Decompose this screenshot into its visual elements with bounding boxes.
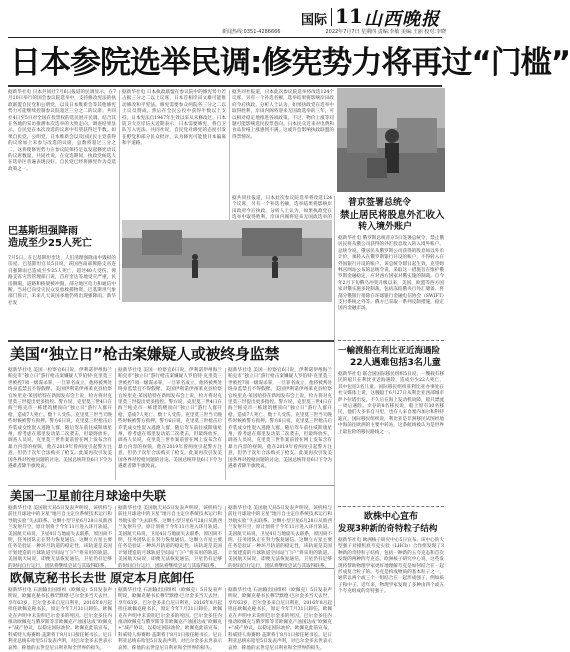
column-divider xyxy=(115,506,116,564)
paper-logo: 山西晚报 xyxy=(364,9,440,30)
lead-headline: 日本参院选举民调:修宪势力将再过“门槛” xyxy=(10,45,570,81)
lead-body-col-4: 据共同社报道，日本此次参议院选举将改选124个议席，另有一个补选名额，选举结果将影响岸田政府今后执政。分析人士认为，如果执政党在选举中取得胜利，岸田内阁将迎来无国政选举的 xyxy=(232,196,332,221)
column-divider xyxy=(225,588,226,636)
opec-body-2: 据新华社电 石油输出国组织（欧佩克）5日发表声明说，欧佩克秘书长穆罕默德·巴尔金多当天去世，享年63岁。巴尔金多来自尼日利亚，2016年8月起担任欧佩克秘书长，原定今年7月31日卸任。欧佩克在声明中未说明巴尔金多的死因。巴尔金多任内推动欧佩克与俄罗斯等非欧佩克产油国达成“欧佩克+”减产协议，以稳定国际油价。欧佩克此前宣布，科威特人海赛姆·盖斯将于8月1日接任秘书长。尼日利亚总统布哈里5日发表声明，对巴尔金多去世表示哀悼，称他的去世是尼日利亚和全世界的损失。 xyxy=(118,588,222,651)
putin-body: 据新华社电 俄罗斯总统普京5日签署总统令，禁止俄居民将从俄公司获得的外汇股息收入转入境外账户。总统令说，俄居民从俄罗斯公司获得的股息如以外币计价，须转入在俄罗斯银行开设的账户，不得转入在外国银行开设的账户。该总统令即日起生效。克里姆林宫网站公布的总统令说，采取这一措施旨在维护俄罗斯金融稳定，应对西方国家对俄实施的制裁。自今年2月下旬俄乌冲突升级以来，美国、欧盟等西方国家对俄实施多轮制裁，包括冻结俄央行外汇储备、将部分俄银行排除在环球银行金融电信协会（SWIFT）支付系统之外等。俄方已采取一系列反制措施，稳定国内金融市场。 xyxy=(338,236,444,312)
section-rule xyxy=(8,340,334,342)
right-divider xyxy=(338,340,444,341)
page-number: 11 xyxy=(335,4,363,28)
putin-headline-1: 普京签署总统令 xyxy=(348,198,412,208)
section-rule xyxy=(8,568,334,569)
column-divider xyxy=(225,368,226,480)
opec-body-1: 据新华社电 石油输出国组织（欧佩克）5日发表声明说，欧佩克秘书长穆罕默德·巴尔金多当天去世，享年63岁。巴尔金多来自尼日利亚，2016年8月起担任欧佩克秘书长，原定今年7月31日卸任。欧佩克在声明中未说明巴尔金多的死因。巴尔金多任内推动欧佩克与俄罗斯等非欧佩克产油国达成“欧佩克+”减产协议，以稳定国际油价。欧佩克此前宣布，科威特人海赛姆·盖斯将于8月1日接任秘书长。尼日利亚总统布哈里5日发表声明，对巴尔金多去世表示哀悼，称他的去世是尼日利亚和全世界的损失。 xyxy=(8,588,112,651)
masthead-rule xyxy=(8,37,442,38)
photo-pakistan-flood xyxy=(122,220,332,302)
usa-shooting-body-1: 据新华社电 美国一检察官6日说，伊利诺伊州海兰帕克市“独立日”游行枪击案嫌疑人罗伯特·克里莫三世被控7项一级谋杀罪，一旦罪名成立，他将被判处终身监禁且不得假释。美国伊利诺伊州莱克县检察官埃里克·莱因哈特在新闻发布会上说，检方将对克里莫三世提出更多指控。警方说，克里莫三世4日在海兰帕克市一栋建筑楼顶向“独立日”游行人群开枪，造成7人死亡、数十人受伤。克里莫三世当天晚些时候被警方拘押。警方6日说，克里莫三世枪击后乔装成女性混入逃跑人群，随后驾车前往威斯康星州，曾考虑在那里发动第二次袭击，但最终放弃。调查人员说，克里莫三世作案前曾在网上发布含有暴力内容的视频，他在2019年曾两度引起警方注意，但仍于次年合法购买了枪支。此案再次引发美国各界对控枪问题的讨论。美国总统拜登6日下令为遇难者降半旗致哀。 xyxy=(8,368,112,470)
satellite-body-2: 据新华社电 美国航天局5日发表声明说，该机构与前往月球途中的卫星“地月自主定位系统技术运行和导航实验”失去联系。这颗小型卫星6月28日从新西兰发射升空，原计划将于今年11月进入环月轨道。美国航天局说，卫星4日与地面失去联系，原因尚不明，任务团队正在努力恢复通信。这颗立方星主要任务是验证一种环月轨道的稳定性，该轨道是美国计划建造的月球轨道空间站“门户”将采用的轨道。美国航天局说，即便无法恢复通信，卫星仍有足够的时间自行运行，团队将继续尝试与其取得联系。 xyxy=(118,506,222,569)
usa-shooting-body-2: 据新华社电 美国一检察官6日说，伊利诺伊州海兰帕克市“独立日”游行枪击案嫌疑人罗伯特·克里莫三世被控7项一级谋杀罪，一旦罪名成立，他将被判处终身监禁且不得假释。美国伊利诺伊州莱克县检察官埃里克·莱因哈特在新闻发布会上说，检方将对克里莫三世提出更多指控。警方说，克里莫三世4日在海兰帕克市一栋建筑楼顶向“独立日”游行人群开枪，造成7人死亡、数十人受伤。克里莫三世当天晚些时候被警方拘押。警方6日说，克里莫三世枪击后乔装成女性混入逃跑人群，随后驾车前往威斯康星州，曾考虑在那里发动第二次袭击，但最终放弃。调查人员说，克里莫三世作案前曾在网上发布含有暴力内容的视频，他在2019年曾两度引起警方注意，但仍于次年合法购买了枪支。此案再次引发美国各界对控枪问题的讨论。美国总统拜登6日下令为遇难者降半旗致哀。 xyxy=(118,368,222,470)
satellite-headline: 美国一卫星前往月球途中失联 xyxy=(10,489,167,503)
satellite-body-3: 据新华社电 美国航天局5日发表声明说，该机构与前往月球途中的卫星“地月自主定位系统技术运行和导航实验”失去联系。这颗小型卫星6月28日从新西兰发射升空，原计划将于今年11月进入环月轨道。美国航天局说，卫星4日与地面失去联系，原因尚不明，任务团队正在努力恢复通信。这颗立方星主要任务是验证一种环月轨道的稳定性，该轨道是美国计划建造的月球轨道空间站“门户”将采用的轨道。美国航天局说，即便无法恢复通信，卫星仍有足够的时间自行运行，团队将继续尝试与其取得联系。 xyxy=(228,506,332,569)
putin-headline-3: 转入境外账户 xyxy=(358,222,413,232)
pakistan-body: 7月5日，在巴基斯坦奎达，人们清理强降雨中毁损的房屋。巴基斯坦官员5日说，该国西南部俾路支省连日强降雨已造成至少25人死亡，超过40人受伤。俾路支省灾害管理部门说，首府奎达等地受灾严重，民房倒塌，道路和桥梁被冲毁，部分地区电力和通信中断。当局已向受灾民众发放救援物资。巴基斯坦气象部门预计，未来几天该国多地仍将出现强降雨。新华社发 xyxy=(8,256,116,306)
photo-soldier xyxy=(337,88,445,192)
lead-body-col-2: 据新华社电 日本执政联盟在参议院中的修宪势力若占据三分之二以上议席，日本首相岸田文雄可能推动修改和平宪法。修宪需要参众两院各三分之二以上议员赞成，然后在全民公投中获得半数以上支持。日本宪法自1947年生效以来从未修改过。日本防卫大臣岸信夫近期表示，日本需要修宪，将自卫队写入宪法。共同社说，自民党对修宪的态度引发在野党和部分民众批评，认为修宪可能使日本偏离和平道路。 xyxy=(122,90,226,147)
pakistan-headline-2: 造成至少25人死亡 xyxy=(8,238,92,249)
section-title: 国际 xyxy=(301,13,328,28)
cern-headline-2: 发现3种新的奇特粒子结构 xyxy=(338,524,438,534)
opec-body-3: 据新华社电 石油输出国组织（欧佩克）5日发表声明说，欧佩克秘书长穆罕默德·巴尔金多当天去世，享年63岁。巴尔金多来自尼日利亚，2016年8月起担任欧佩克秘书长，原定今年7月31日卸任。欧佩克在声明中未说明巴尔金多的死因。巴尔金多任内推动欧佩克与俄罗斯等非欧佩克产油国达成“欧佩克+”减产协议，以稳定国际油价。欧佩克此前宣布，科威特人海赛姆·盖斯将于8月1日接任秘书长。尼日利亚总统布哈里5日发表声明，对巴尔金多去世表示哀悼，称他的去世是尼日利亚和全世界的损失。 xyxy=(228,588,332,651)
opec-headline: 欧佩克秘书长去世 原定本月底卸任 xyxy=(10,571,195,585)
migrant-headline-1: 一輸渡船在利比亚近海遇险 xyxy=(338,346,441,356)
right-divider xyxy=(338,506,444,507)
cern-headline-1: 欧株中心宣布 xyxy=(364,512,419,522)
pakistan-sidebar xyxy=(8,226,118,334)
migrant-body: 据新华社电 联合国国际移民组织5日说，一艘载有移民的船只在利比亚近海遇险，造成至少22人死亡，其中包括3名儿童。国际移民组织驻利比亚办事处在社交媒体上说，这艘船于6月27日从利比亚西部城市萨卜拉塔出发，不久后在海上发动机故障，船只漂流一周后遇险。幸存的8名移民说，船上原有30名移民，他们大多来自马里，也有人来自塞内加尔和科特迪瓦。国际移民组织说，利比亚是非洲移民试图经地中海前往欧洲的主要中转站，这条航线被认为是世界上最危险的移民路线之一。 xyxy=(338,372,444,435)
migrant-headline-2: 22人遇难包括3名儿童 xyxy=(350,358,441,368)
cern-body: 据新华社电 欧洲核子研究中心5日宣布，该中心的大型强子对撞机底夸克实验（LHCb）合作组发现了3种新的奇特粒子结构，包括一种新的五夸克态和首次发现的两种四夸克态。欧洲核子研究中心说，这些发现将帮助物理学家更好地理解夸克是如何结合在一起形成复合粒子的。夸克是构成物质的基本粒子之一，通常以两个或三个一组结合在一起形成强子，例如质子和中子。近年来，物理学家发现了多种由四个或五个夸克组成的奇特强子。 xyxy=(338,538,444,595)
hotline: 新闻热线:0351-4286666 xyxy=(222,29,281,35)
column-divider xyxy=(115,588,116,636)
satellite-body-1: 据新华社电 美国航天局5日发表声明说，该机构与前往月球途中的卫星“地月自主定位系统技术运行和导航实验”失去联系。这颗小型卫星6月28日从新西兰发射升空，原计划将于今年11月进入环月轨道。美国航天局说，卫星4日与地面失去联系，原因尚不明，任务团队正在努力恢复通信。这颗立方星主要任务是验证一种环月轨道的稳定性，该轨道是美国计划建造的月球轨道空间站“门户”将采用的轨道。美国航天局说，即便无法恢复通信，卫星仍有足够的时间自行运行，团队将继续尝试与其取得联系。 xyxy=(8,506,112,569)
usa-shooting-headline: 美国“独立日”枪击案嫌疑人或被终身监禁 xyxy=(10,345,280,363)
issue-info: 2022年7月7日 星期四 责编:李敏 美编:王丽 校对:李晓 xyxy=(325,29,446,35)
lead-body-col-3: 据共同社报道，日本此次参议院选举将改选124个议席，另有一个补选名额，选举结果将影响岸田政府今后执政。分析人士认为，如果执政党在选举中取得胜利，岸田内阁将迎来无国政选举的三年，可以相对稳定地推进各项政策。不过，物价上涨等问题可能影响选民投票意向。日本民众近来对电费和食品价格上涨感到不满，这或许会影响执政联盟的得票情况。 xyxy=(232,90,334,140)
section-rule xyxy=(8,485,334,486)
column-divider xyxy=(119,90,120,300)
masthead xyxy=(0,0,450,40)
usa-shooting-body-3: 据新华社电 美国一检察官6日说，伊利诺伊州海兰帕克市“独立日”游行枪击案嫌疑人罗伯特·克里莫三世被控7项一级谋杀罪，一旦罪名成立，他将被判处终身监禁且不得假释。美国伊利诺伊州莱克县检察官埃里克·莱因哈特在新闻发布会上说，检方将对克里莫三世提出更多指控。警方说，克里莫三世4日在海兰帕克市一栋建筑楼顶向“独立日”游行人群开枪，造成7人死亡、数十人受伤。克里莫三世当天晚些时候被警方拘押。警方6日说，克里莫三世枪击后乔装成女性混入逃跑人群，随后驾车前往威斯康星州，曾考虑在那里发动第二次袭击，但最终放弃。调查人员说，克里莫三世作案前曾在网上发布含有暴力内容的视频，他在2019年曾两度引起警方注意，但仍于次年合法购买了枪支。此案再次引发美国各界对控枪问题的讨论。美国总统拜登6日下令为遇难者降半旗致哀。 xyxy=(228,368,332,470)
lead-body-col-1: 据新华社电 日本共同社7月6日报道的民调显示，在7月10日举行的国会参议院选举中，支持修改宪法的执政联盟自民党和公明党，以及日本维新会等其他修宪势力可能继续控制参议院超过三分之二的议席。共同社4日至5日对全国有投票权的选民展开民调，结合其在各地的采访推测本次选举的大致走向。调查结果显示，自民党在本次改选的议席中有望获得过半数。如果自民党、公明党、日本维新会以及国民民主党获得的议席加上未参与改选的议席，总数将超过三分之二。这将使修宪势力在参议院保持足以发起修宪动议的议席数量。共同社说，在竞选期间，执政党候选人在选举区普遍表现良好。自民党已经将修宪作为竞选政策之一。 xyxy=(8,90,116,172)
section-divider xyxy=(331,8,332,26)
column-divider xyxy=(225,506,226,564)
lead-headline-rule xyxy=(8,85,442,87)
flood-illustration xyxy=(122,220,332,302)
column-divider xyxy=(115,368,116,480)
putin-headline-2: 禁止居民将股息外汇收入 xyxy=(340,210,445,221)
soldier-illustration xyxy=(337,88,445,192)
pakistan-headline-1: 巴基斯坦强降雨 xyxy=(8,226,78,237)
column-divider xyxy=(334,196,335,606)
